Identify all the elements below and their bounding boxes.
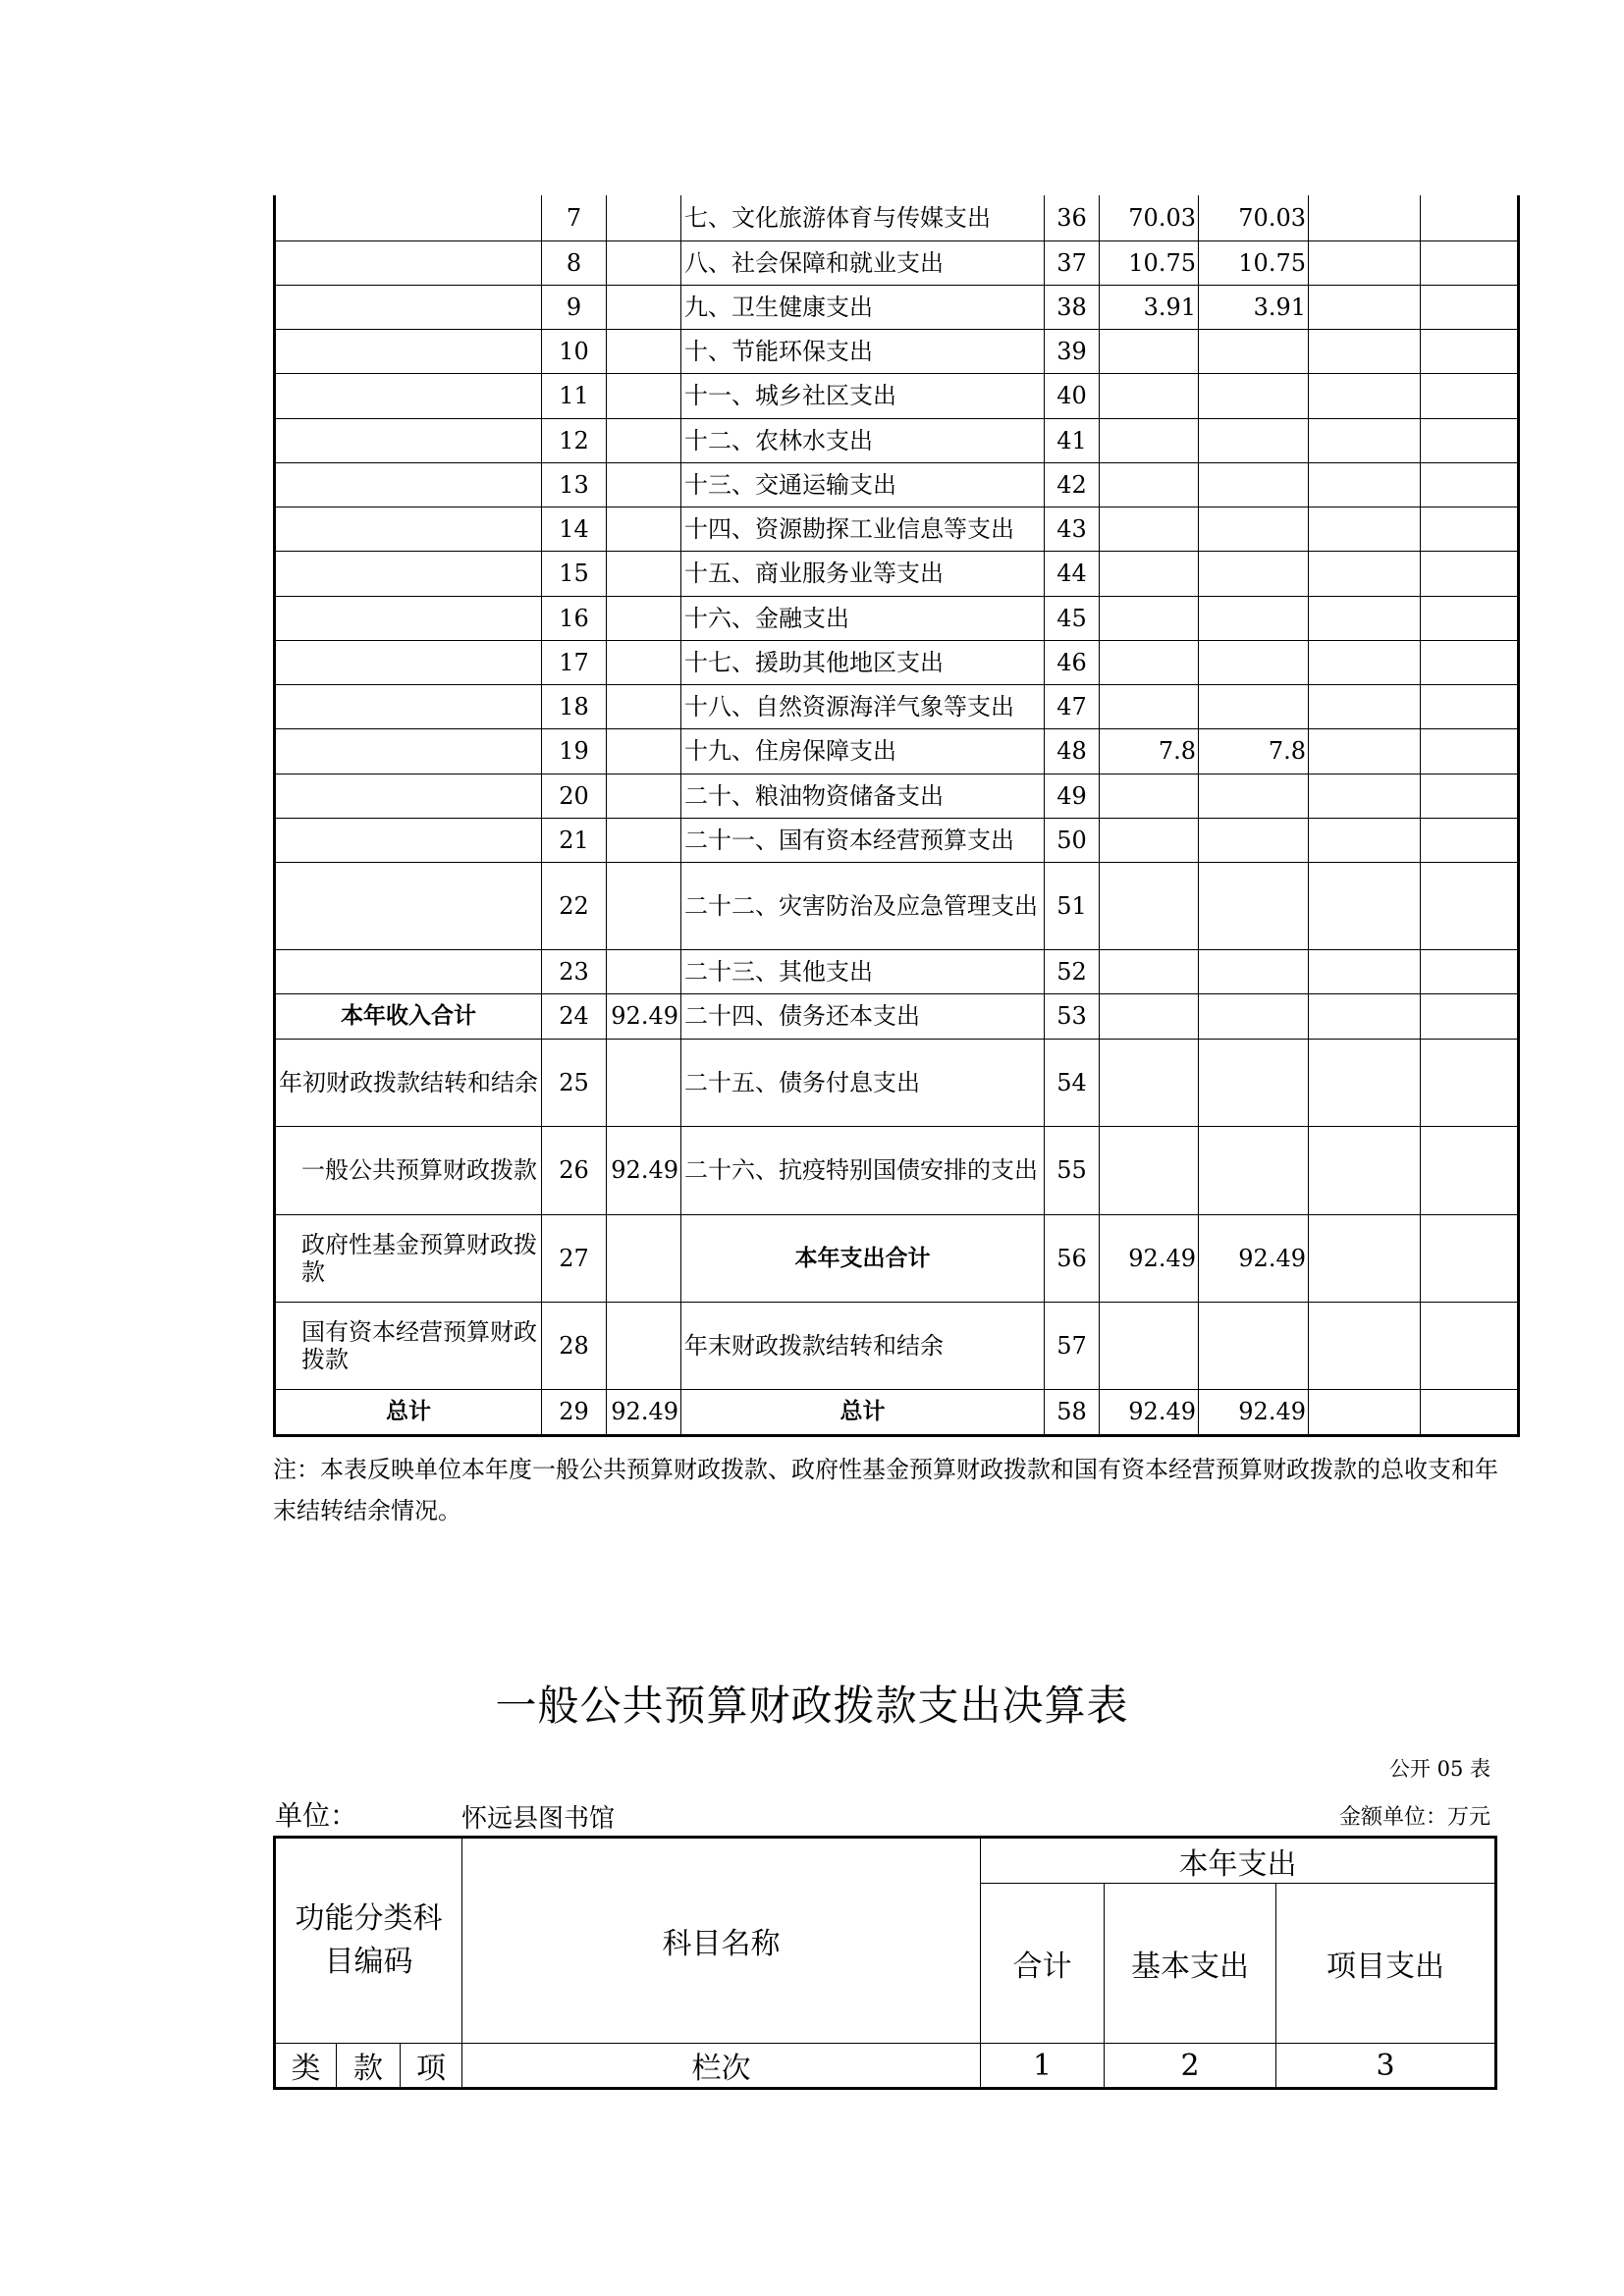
income-amount-cell: 92.49	[607, 1389, 681, 1435]
income-line-no-cell: 25	[542, 1039, 607, 1126]
table-row	[275, 684, 1519, 728]
expense-line-no-cell: 41	[1045, 418, 1100, 462]
table-row	[275, 774, 1519, 818]
expense-item-cell: 二十五、债务付息支出	[681, 1039, 1045, 1126]
income-item-cell	[275, 329, 542, 373]
fund-budget-cell	[1309, 728, 1421, 774]
expense-line-no-cell: 56	[1045, 1214, 1100, 1302]
fund-budget-cell	[1309, 1214, 1421, 1302]
fund-budget-cell	[1309, 507, 1421, 551]
income-amount-cell	[607, 329, 681, 373]
state-capital-budget-cell	[1421, 1214, 1519, 1302]
income-line-no-cell: 22	[542, 862, 607, 949]
income-amount-cell	[607, 640, 681, 684]
table-row	[275, 285, 1519, 329]
expense-item-cell: 二十一、国有资本经营预算支出	[681, 818, 1045, 862]
income-item-cell	[275, 684, 542, 728]
income-amount-cell	[607, 949, 681, 993]
expense-line-no-cell: 44	[1045, 551, 1100, 596]
table-row	[275, 373, 1519, 418]
income-item-cell	[275, 862, 542, 949]
income-amount-cell	[607, 240, 681, 285]
expense-item-cell: 二十四、债务还本支出	[681, 993, 1045, 1039]
general-budget-cell: 7.8	[1199, 728, 1309, 774]
expense-item-cell: 十六、金融支出	[681, 596, 1045, 640]
income-item-cell	[275, 285, 542, 329]
income-item-cell	[275, 462, 542, 507]
expense-line-no-cell: 55	[1045, 1126, 1100, 1214]
income-line-no-cell: 21	[542, 818, 607, 862]
table-note: 注：本表反映单位本年度一般公共预算财政拨款、政府性基金预算财政拨款和国有资本经营预算财政拨款的总收支和年末结转结余情况。	[273, 1456, 1498, 1524]
header-column-no: 栏次	[462, 2044, 981, 2089]
expense-item-cell: 十三、交通运输支出	[681, 462, 1045, 507]
general-budget-cell	[1199, 1126, 1309, 1214]
general-budget-cell: 10.75	[1199, 240, 1309, 285]
expense-table	[273, 1836, 1497, 2090]
table-row	[275, 462, 1519, 507]
income-item-cell: 总计	[275, 1389, 542, 1435]
general-budget-cell: 3.91	[1199, 285, 1309, 329]
expense-total-cell: 92.49	[1100, 1214, 1199, 1302]
income-line-no-cell: 7	[542, 195, 607, 240]
state-capital-budget-cell	[1421, 862, 1519, 949]
fund-budget-cell	[1309, 551, 1421, 596]
general-budget-cell	[1199, 684, 1309, 728]
expense-item-cell: 十八、自然资源海洋气象等支出	[681, 684, 1045, 728]
state-capital-budget-cell	[1421, 949, 1519, 993]
income-line-no-cell: 17	[542, 640, 607, 684]
table-row	[275, 818, 1519, 862]
expense-item-cell: 十、节能环保支出	[681, 329, 1045, 373]
income-item-cell	[275, 596, 542, 640]
general-budget-cell	[1199, 1302, 1309, 1389]
expense-line-no-cell: 50	[1045, 818, 1100, 862]
expense-item-cell: 二十三、其他支出	[681, 949, 1045, 993]
income-amount-cell	[607, 373, 681, 418]
income-line-no-cell: 13	[542, 462, 607, 507]
expense-item-cell: 十一、城乡社区支出	[681, 373, 1045, 418]
state-capital-budget-cell	[1421, 818, 1519, 862]
general-budget-cell	[1199, 596, 1309, 640]
expense-item-cell: 本年支出合计	[681, 1214, 1045, 1302]
expense-item-cell: 十七、援助其他地区支出	[681, 640, 1045, 684]
expense-line-no-cell: 52	[1045, 949, 1100, 993]
fund-budget-cell	[1309, 1389, 1421, 1435]
fund-budget-cell	[1309, 993, 1421, 1039]
income-item-cell	[275, 774, 542, 818]
fund-budget-cell	[1309, 949, 1421, 993]
table-row	[275, 1214, 1519, 1302]
unit-label: 单位：	[275, 1799, 358, 1832]
table-row	[275, 640, 1519, 684]
table-row	[275, 507, 1519, 551]
income-line-no-cell: 24	[542, 993, 607, 1039]
expense-line-no-cell: 39	[1045, 329, 1100, 373]
fund-budget-cell	[1309, 373, 1421, 418]
state-capital-budget-cell	[1421, 596, 1519, 640]
general-budget-cell	[1199, 993, 1309, 1039]
expense-total-cell	[1100, 1126, 1199, 1214]
expense-total-cell	[1100, 818, 1199, 862]
expense-line-no-cell: 45	[1045, 596, 1100, 640]
state-capital-budget-cell	[1421, 993, 1519, 1039]
unit-value: 怀远县图书馆	[461, 1804, 616, 1834]
amount-unit: 金额单位：万元	[1338, 1805, 1490, 1830]
table-row	[275, 949, 1519, 993]
header-col-3: 3	[1276, 2044, 1496, 2089]
expense-total-cell	[1100, 507, 1199, 551]
income-line-no-cell: 23	[542, 949, 607, 993]
expense-item-cell: 十四、资源勘探工业信息等支出	[681, 507, 1045, 551]
expense-total-cell	[1100, 949, 1199, 993]
income-amount-cell	[607, 1302, 681, 1389]
income-amount-cell	[607, 684, 681, 728]
income-item-cell: 国有资本经营预算财政拨款	[275, 1302, 542, 1389]
expense-total-cell	[1100, 462, 1199, 507]
state-capital-budget-cell	[1421, 774, 1519, 818]
income-amount-cell: 92.49	[607, 1126, 681, 1214]
table-row	[275, 240, 1519, 285]
expense-item-cell: 七、文化旅游体育与传媒支出	[681, 195, 1045, 240]
general-budget-cell	[1199, 640, 1309, 684]
expense-total-cell: 3.91	[1100, 285, 1199, 329]
fund-budget-cell	[1309, 1039, 1421, 1126]
income-item-cell	[275, 240, 542, 285]
expense-line-no-cell: 46	[1045, 640, 1100, 684]
income-item-cell	[275, 418, 542, 462]
header-year-expense: 本年支出	[981, 1838, 1496, 1884]
income-line-no-cell: 28	[542, 1302, 607, 1389]
header-col-2: 2	[1105, 2044, 1276, 2089]
income-line-no-cell: 18	[542, 684, 607, 728]
income-line-no-cell: 19	[542, 728, 607, 774]
state-capital-budget-cell	[1421, 195, 1519, 240]
income-line-no-cell: 29	[542, 1389, 607, 1435]
expense-line-no-cell: 58	[1045, 1389, 1100, 1435]
expense-total-cell	[1100, 373, 1199, 418]
fund-budget-cell	[1309, 774, 1421, 818]
fiscal-income-expense-table	[273, 195, 1520, 1437]
general-budget-cell	[1199, 507, 1309, 551]
table-row	[275, 1302, 1519, 1389]
expense-line-no-cell: 38	[1045, 285, 1100, 329]
fund-budget-cell	[1309, 240, 1421, 285]
expense-total-cell	[1100, 640, 1199, 684]
fund-budget-cell	[1309, 329, 1421, 373]
header-col-1: 1	[981, 2044, 1105, 2089]
header-total: 合计	[981, 1884, 1105, 2044]
expense-item-cell: 二十、粮油物资储备支出	[681, 774, 1045, 818]
general-budget-cell: 70.03	[1199, 195, 1309, 240]
table-row	[275, 195, 1519, 240]
expense-line-no-cell: 49	[1045, 774, 1100, 818]
income-item-cell: 年初财政拨款结转和结余	[275, 1039, 542, 1126]
income-amount-cell	[607, 596, 681, 640]
income-line-no-cell: 14	[542, 507, 607, 551]
state-capital-budget-cell	[1421, 1389, 1519, 1435]
general-budget-cell	[1199, 818, 1309, 862]
table-row	[275, 862, 1519, 949]
expense-total-cell	[1100, 1302, 1199, 1389]
expense-line-no-cell: 48	[1045, 728, 1100, 774]
income-line-no-cell: 20	[542, 774, 607, 818]
state-capital-budget-cell	[1421, 684, 1519, 728]
expense-line-no-cell: 57	[1045, 1302, 1100, 1389]
expense-line-no-cell: 36	[1045, 195, 1100, 240]
header-item-name: 科目名称	[462, 1838, 981, 2044]
income-line-no-cell: 16	[542, 596, 607, 640]
income-item-cell: 政府性基金预算财政拨款	[275, 1214, 542, 1302]
table-row	[275, 551, 1519, 596]
expense-total-cell	[1100, 774, 1199, 818]
state-capital-budget-cell	[1421, 1126, 1519, 1214]
expense-item-cell: 八、社会保障和就业支出	[681, 240, 1045, 285]
header-xiang: 项	[401, 2044, 462, 2089]
page-title: 一般公共预算财政拨款支出决算表	[495, 1682, 1129, 1730]
state-capital-budget-cell	[1421, 418, 1519, 462]
expense-total-cell	[1100, 418, 1199, 462]
form-code: 公开 05 表	[1388, 1757, 1490, 1781]
fund-budget-cell	[1309, 462, 1421, 507]
state-capital-budget-cell	[1421, 507, 1519, 551]
income-amount-cell	[607, 1039, 681, 1126]
header-lei: 类	[275, 2044, 337, 2089]
expense-total-cell	[1100, 993, 1199, 1039]
header-func-code: 功能分类科目编码	[275, 1838, 462, 2044]
income-amount-cell	[607, 195, 681, 240]
state-capital-budget-cell	[1421, 285, 1519, 329]
income-item-cell	[275, 818, 542, 862]
table-row	[275, 1039, 1519, 1126]
income-amount-cell	[607, 507, 681, 551]
fund-budget-cell	[1309, 1126, 1421, 1214]
fund-budget-cell	[1309, 285, 1421, 329]
income-item-cell: 本年收入合计	[275, 993, 542, 1039]
general-budget-cell	[1199, 418, 1309, 462]
fund-budget-cell	[1309, 640, 1421, 684]
expense-total-cell	[1100, 862, 1199, 949]
income-line-no-cell: 27	[542, 1214, 607, 1302]
fund-budget-cell	[1309, 596, 1421, 640]
general-budget-cell	[1199, 774, 1309, 818]
expense-item-cell: 十九、住房保障支出	[681, 728, 1045, 774]
income-line-no-cell: 12	[542, 418, 607, 462]
income-item-cell	[275, 949, 542, 993]
income-amount-cell	[607, 728, 681, 774]
state-capital-budget-cell	[1421, 640, 1519, 684]
header-project: 项目支出	[1276, 1884, 1496, 2044]
table-row	[275, 418, 1519, 462]
income-line-no-cell: 8	[542, 240, 607, 285]
general-budget-cell	[1199, 862, 1309, 949]
state-capital-budget-cell	[1421, 329, 1519, 373]
fund-budget-cell	[1309, 195, 1421, 240]
general-budget-cell: 92.49	[1199, 1214, 1309, 1302]
state-capital-budget-cell	[1421, 728, 1519, 774]
income-item-cell	[275, 373, 542, 418]
table-row	[275, 596, 1519, 640]
expense-total-cell	[1100, 1039, 1199, 1126]
general-budget-cell	[1199, 949, 1309, 993]
income-amount-cell	[607, 551, 681, 596]
expense-item-cell: 年末财政拨款结转和结余	[681, 1302, 1045, 1389]
expense-total-cell: 70.03	[1100, 195, 1199, 240]
general-budget-cell	[1199, 329, 1309, 373]
income-item-cell	[275, 551, 542, 596]
fund-budget-cell	[1309, 418, 1421, 462]
income-item-cell	[275, 195, 542, 240]
income-amount-cell	[607, 418, 681, 462]
table-row	[275, 993, 1519, 1039]
income-item-cell	[275, 640, 542, 684]
table-row	[275, 329, 1519, 373]
general-budget-cell	[1199, 551, 1309, 596]
general-budget-cell	[1199, 462, 1309, 507]
expense-line-no-cell: 43	[1045, 507, 1100, 551]
income-line-no-cell: 15	[542, 551, 607, 596]
income-item-cell	[275, 507, 542, 551]
expense-total-cell: 92.49	[1100, 1389, 1199, 1435]
expense-line-no-cell: 37	[1045, 240, 1100, 285]
income-amount-cell	[607, 462, 681, 507]
income-item-cell: 一般公共预算财政拨款	[275, 1126, 542, 1214]
income-line-no-cell: 26	[542, 1126, 607, 1214]
expense-item-cell: 总计	[681, 1389, 1045, 1435]
expense-line-no-cell: 40	[1045, 373, 1100, 418]
state-capital-budget-cell	[1421, 1302, 1519, 1389]
fund-budget-cell	[1309, 818, 1421, 862]
income-amount-cell	[607, 818, 681, 862]
table-row	[275, 1389, 1519, 1435]
expense-item-cell: 二十六、抗疫特别国债安排的支出	[681, 1126, 1045, 1214]
general-budget-cell: 92.49	[1199, 1389, 1309, 1435]
expense-total-cell	[1100, 551, 1199, 596]
fund-budget-cell	[1309, 1302, 1421, 1389]
income-amount-cell: 92.49	[607, 993, 681, 1039]
expense-total-cell	[1100, 329, 1199, 373]
general-budget-cell	[1199, 373, 1309, 418]
expense-total-cell: 10.75	[1100, 240, 1199, 285]
state-capital-budget-cell	[1421, 462, 1519, 507]
expense-item-cell: 十五、商业服务业等支出	[681, 551, 1045, 596]
expense-line-no-cell: 51	[1045, 862, 1100, 949]
expense-total-cell: 7.8	[1100, 728, 1199, 774]
expense-item-cell: 十二、农林水支出	[681, 418, 1045, 462]
header-kuan: 款	[337, 2044, 401, 2089]
income-line-no-cell: 10	[542, 329, 607, 373]
expense-line-no-cell: 53	[1045, 993, 1100, 1039]
expense-total-cell	[1100, 596, 1199, 640]
income-amount-cell	[607, 1214, 681, 1302]
income-amount-cell	[607, 862, 681, 949]
income-line-no-cell: 11	[542, 373, 607, 418]
income-amount-cell	[607, 774, 681, 818]
expense-total-cell	[1100, 684, 1199, 728]
income-amount-cell	[607, 285, 681, 329]
expense-line-no-cell: 42	[1045, 462, 1100, 507]
general-budget-cell	[1199, 1039, 1309, 1126]
income-line-no-cell: 9	[542, 285, 607, 329]
income-item-cell	[275, 728, 542, 774]
table-row	[275, 728, 1519, 774]
state-capital-budget-cell	[1421, 551, 1519, 596]
expense-line-no-cell: 47	[1045, 684, 1100, 728]
expense-item-cell: 九、卫生健康支出	[681, 285, 1045, 329]
state-capital-budget-cell	[1421, 1039, 1519, 1126]
table-row	[275, 1126, 1519, 1214]
state-capital-budget-cell	[1421, 373, 1519, 418]
fund-budget-cell	[1309, 862, 1421, 949]
fund-budget-cell	[1309, 684, 1421, 728]
state-capital-budget-cell	[1421, 240, 1519, 285]
expense-line-no-cell: 54	[1045, 1039, 1100, 1126]
expense-item-cell: 二十二、灾害防治及应急管理支出	[681, 862, 1045, 949]
header-basic: 基本支出	[1105, 1884, 1276, 2044]
